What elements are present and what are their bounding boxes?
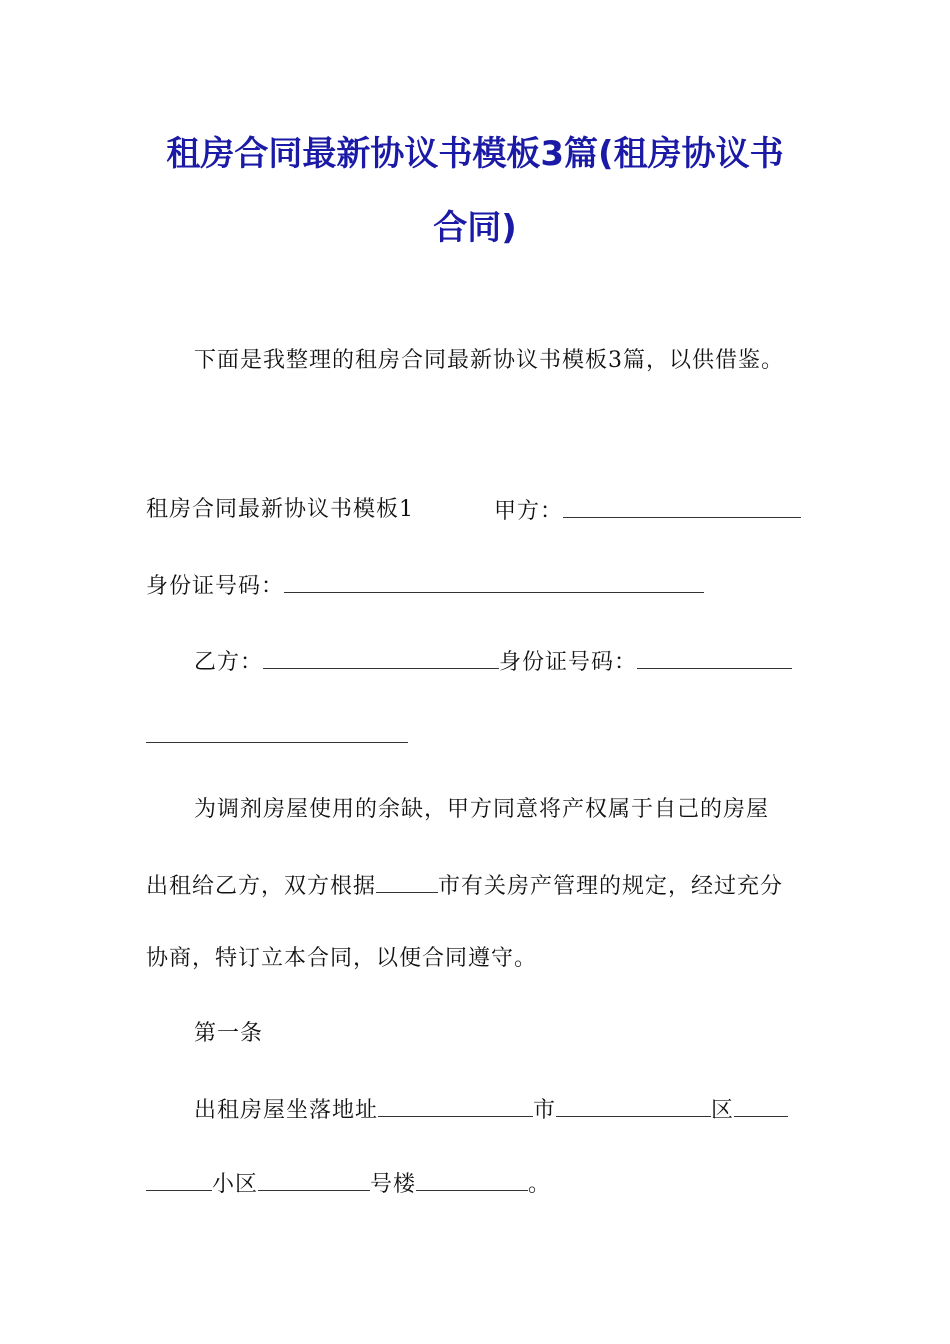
address-blank-1 [378, 1094, 533, 1117]
document-title-line-1: 租房合同最新协议书模板3篇(租房协议书 [166, 134, 784, 174]
address-blank-2 [556, 1094, 711, 1117]
address-line-1 [194, 1094, 788, 1126]
party-a-blank [563, 495, 801, 518]
party-a-row [494, 495, 801, 527]
community-label: 小区 [212, 1172, 259, 1197]
party-b-id-blank [637, 646, 792, 669]
city-label: 市 [533, 1098, 557, 1123]
party-a-id-row [146, 570, 704, 602]
party-b-id-blank-continued [146, 720, 408, 743]
intro-paragraph: 下面是我整理的租房合同最新协议书模板3篇，以供借鉴。 [194, 348, 784, 373]
party-a-id-label: 身份证号码： [146, 574, 285, 599]
community-blank [258, 1168, 370, 1191]
party-b-id-continuation [146, 720, 408, 752]
party-a-label: 甲方： [494, 499, 564, 524]
building-blank [416, 1168, 528, 1191]
paragraph-1-line-2-start: 出租给乙方，双方根据 [146, 874, 377, 899]
paragraph-1-line-1: 为调剂房屋使用的余缺，甲方同意将产权属于自己的房屋 [194, 797, 770, 822]
party-b-label: 乙方： [194, 650, 264, 675]
template-1-heading: 租房合同最新协议书模板1 [146, 497, 414, 522]
address-blank-3 [734, 1094, 788, 1117]
building-label: 号楼 [370, 1172, 417, 1197]
address-label: 出租房屋坐落地址 [194, 1098, 379, 1123]
template-1-row [146, 495, 414, 525]
district-label: 区 [711, 1098, 735, 1123]
party-b-id-label: 身份证号码： [499, 650, 638, 675]
city-blank [376, 870, 438, 893]
paragraph-1-line-2-end: 市有关房产管理的规定，经过充分 [438, 874, 784, 899]
paragraph-1-line-2 [146, 870, 783, 902]
party-a-id-blank [284, 570, 704, 593]
party-b-row [194, 646, 792, 678]
period-mark: 。 [528, 1172, 552, 1197]
address-line-2 [146, 1168, 551, 1200]
document-title-line-2: 合同) [433, 208, 517, 248]
party-b-blank [263, 646, 499, 669]
article-1-heading: 第一条 [194, 1021, 264, 1046]
address-blank-4 [146, 1168, 212, 1191]
paragraph-1-line-3: 协商，特订立本合同，以便合同遵守。 [146, 946, 538, 971]
